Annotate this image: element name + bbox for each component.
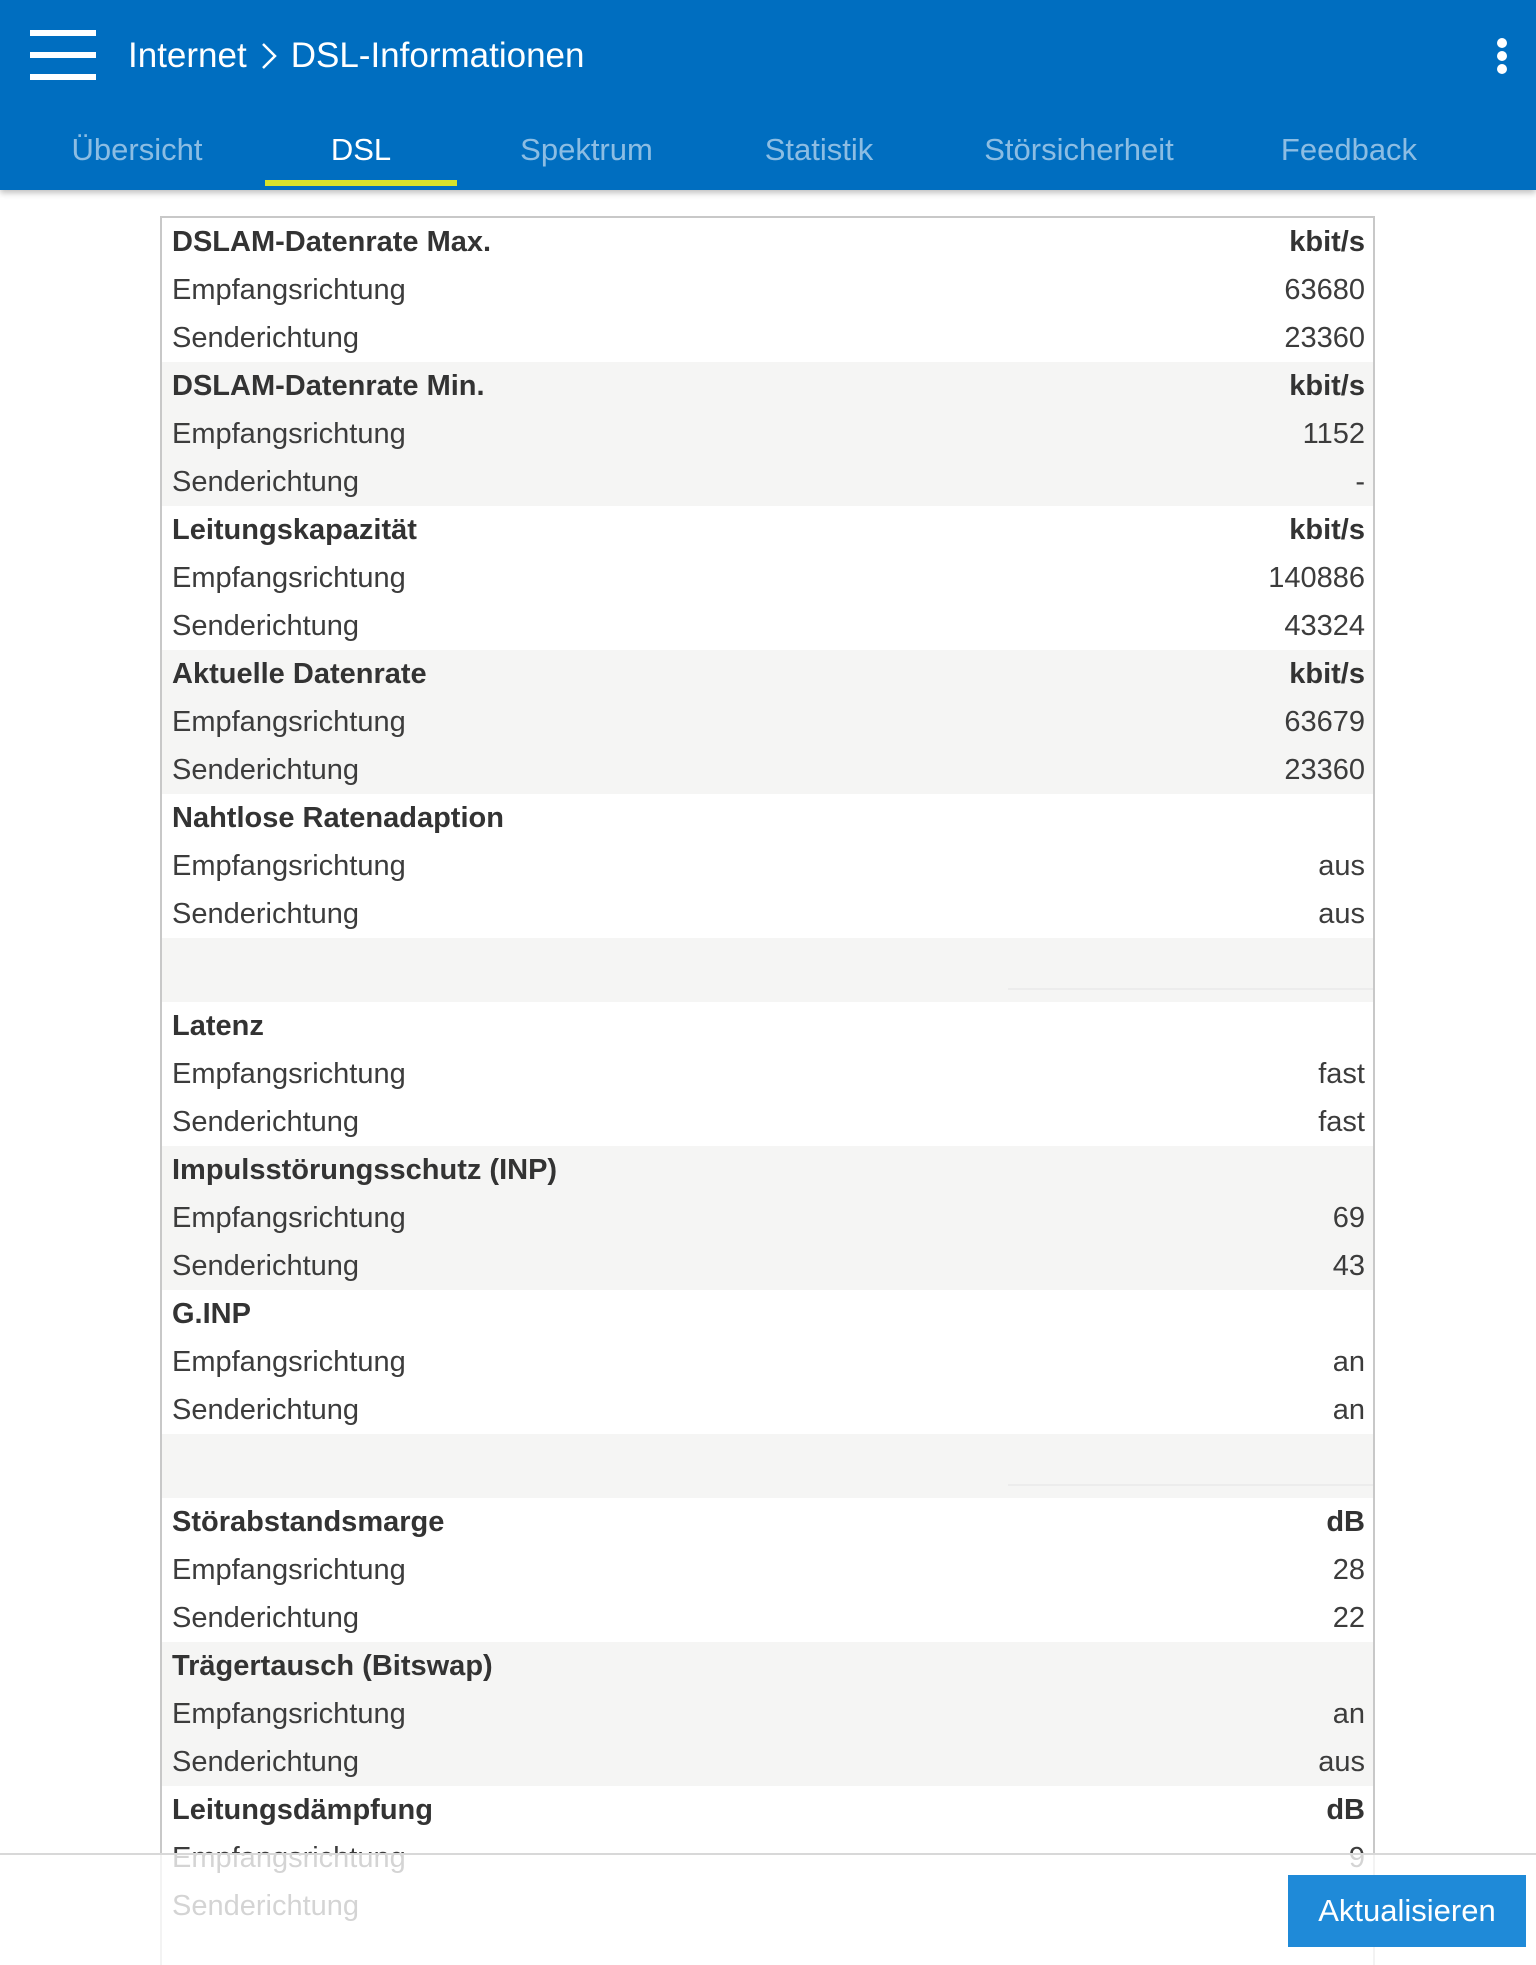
table-group-header [162, 1498, 1373, 1546]
row-value: an [1332, 1345, 1365, 1378]
table-group [162, 362, 1373, 506]
table-group-header [162, 1290, 1373, 1338]
row-label: Senderichtung [172, 465, 360, 498]
table-group-header [162, 650, 1373, 698]
table-row [162, 1194, 1373, 1242]
group-title: Störabstandsmarge [172, 1505, 445, 1538]
row-label: Senderichtung [172, 1249, 360, 1282]
row-label: Empfangsrichtung [172, 1201, 406, 1234]
group-title: Nahtlose Ratenadaption [172, 801, 504, 834]
group-title: Leitungsdämpfung [172, 1793, 433, 1826]
row-value: 23360 [1284, 753, 1365, 786]
table-group [162, 794, 1373, 938]
table-group-header [162, 1146, 1373, 1194]
row-value: 23360 [1284, 321, 1365, 354]
row-value: 63680 [1284, 273, 1365, 306]
row-value: fast [1318, 1105, 1365, 1138]
row-value: 63679 [1284, 705, 1365, 738]
row-label: Empfangsrichtung [172, 561, 406, 594]
chevron-right-icon [253, 36, 285, 76]
table-group-header [162, 362, 1373, 410]
tab-uebersicht[interactable]: Übersicht [71, 132, 203, 167]
group-unit: dB [1326, 1505, 1365, 1538]
group-title: Latenz [172, 1009, 264, 1042]
breadcrumb [128, 32, 584, 80]
table-row [162, 1242, 1373, 1290]
table-row [162, 1546, 1373, 1594]
app-header [0, 0, 1536, 190]
row-label: Senderichtung [172, 609, 360, 642]
row-label: Empfangsrichtung [172, 273, 406, 306]
row-label: Empfangsrichtung [172, 849, 406, 882]
group-title: DSLAM-Datenrate Max. [172, 225, 492, 258]
row-label: Empfangsrichtung [172, 705, 406, 738]
more-vertical-icon[interactable] [1490, 34, 1514, 78]
table-row [162, 1690, 1373, 1738]
table-group [162, 218, 1373, 362]
breadcrumb-item-current: DSL-Informationen [290, 36, 585, 75]
row-value: an [1332, 1393, 1365, 1426]
row-label: Empfangsrichtung [172, 1345, 406, 1378]
row-value: an [1332, 1697, 1365, 1730]
row-value: aus [1318, 1745, 1365, 1778]
row-value: 28 [1332, 1553, 1365, 1586]
table-row [162, 266, 1373, 314]
table-group [162, 1498, 1373, 1642]
row-label: Senderichtung [172, 1393, 360, 1426]
group-title: Leitungskapazität [172, 513, 417, 546]
row-label: Empfangsrichtung [172, 417, 406, 450]
table-group-header [162, 1642, 1373, 1690]
tab-feedback[interactable]: Feedback [1280, 132, 1418, 167]
breadcrumb-item-internet[interactable]: Internet [128, 36, 247, 75]
table-group-header [162, 794, 1373, 842]
table-row [162, 746, 1373, 794]
table-row [162, 842, 1373, 890]
table-spacer [162, 938, 1373, 1002]
table-group [162, 1642, 1373, 1786]
row-value: fast [1318, 1057, 1365, 1090]
table-group [162, 1290, 1373, 1434]
row-label: Senderichtung [172, 1105, 360, 1138]
group-title: G.INP [172, 1297, 251, 1330]
table-row [162, 554, 1373, 602]
table-row [162, 410, 1373, 458]
table-group-header [162, 218, 1373, 266]
row-label: Senderichtung [172, 1745, 360, 1778]
group-title: DSLAM-Datenrate Min. [172, 369, 485, 402]
table-row [162, 1594, 1373, 1642]
row-value: - [1355, 465, 1365, 498]
tab-spektrum[interactable]: Spektrum [520, 132, 653, 167]
tab-stoersicherheit[interactable]: Störsicherheit [984, 132, 1174, 167]
group-unit: kbit/s [1289, 369, 1365, 402]
table-group [162, 506, 1373, 650]
dsl-info-table [160, 216, 1375, 1965]
group-title: Aktuelle Datenrate [172, 657, 427, 690]
table-row [162, 1338, 1373, 1386]
row-label: Empfangsrichtung [172, 1057, 406, 1090]
row-label: Senderichtung [172, 321, 360, 354]
group-unit: kbit/s [1289, 225, 1365, 258]
table-row [162, 602, 1373, 650]
group-unit: kbit/s [1289, 657, 1365, 690]
row-value: aus [1318, 849, 1365, 882]
group-title: Impulsstörungsschutz (INP) [172, 1153, 558, 1186]
table-group-header [162, 506, 1373, 554]
row-label: Empfangsrichtung [172, 1553, 406, 1586]
table-group-header [162, 1002, 1373, 1050]
table-group [162, 1146, 1373, 1290]
row-value: 140886 [1268, 561, 1365, 594]
tab-statistik[interactable]: Statistik [764, 132, 874, 167]
table-row [162, 1738, 1373, 1786]
table-row [162, 314, 1373, 362]
row-value: 22 [1332, 1601, 1365, 1634]
row-label: Senderichtung [172, 1601, 360, 1634]
row-value: 69 [1332, 1201, 1365, 1234]
row-value: 43324 [1284, 609, 1365, 642]
table-row [162, 890, 1373, 938]
table-row [162, 1386, 1373, 1434]
tab-bar [0, 118, 1536, 190]
table-row [162, 1050, 1373, 1098]
row-label: Senderichtung [172, 897, 360, 930]
row-value: aus [1318, 897, 1365, 930]
table-group-header [162, 1786, 1373, 1834]
table-row [162, 698, 1373, 746]
table-spacer [162, 1434, 1373, 1498]
group-unit: kbit/s [1289, 513, 1365, 546]
active-tab-indicator [265, 180, 457, 186]
bottom-action-bar [0, 1853, 1536, 1965]
table-row [162, 1098, 1373, 1146]
group-title: Trägertausch (Bitswap) [172, 1649, 493, 1682]
tab-dsl[interactable]: DSL [330, 132, 392, 167]
table-row [162, 458, 1373, 506]
refresh-button[interactable]: Aktualisieren [1288, 1875, 1526, 1947]
group-unit: dB [1326, 1793, 1365, 1826]
row-value: 43 [1332, 1249, 1365, 1282]
table-group [162, 1002, 1373, 1146]
row-label: Empfangsrichtung [172, 1697, 406, 1730]
table-group [162, 650, 1373, 794]
hamburger-menu-icon[interactable] [30, 30, 96, 80]
row-label: Senderichtung [172, 753, 360, 786]
row-value: 1152 [1302, 417, 1365, 450]
